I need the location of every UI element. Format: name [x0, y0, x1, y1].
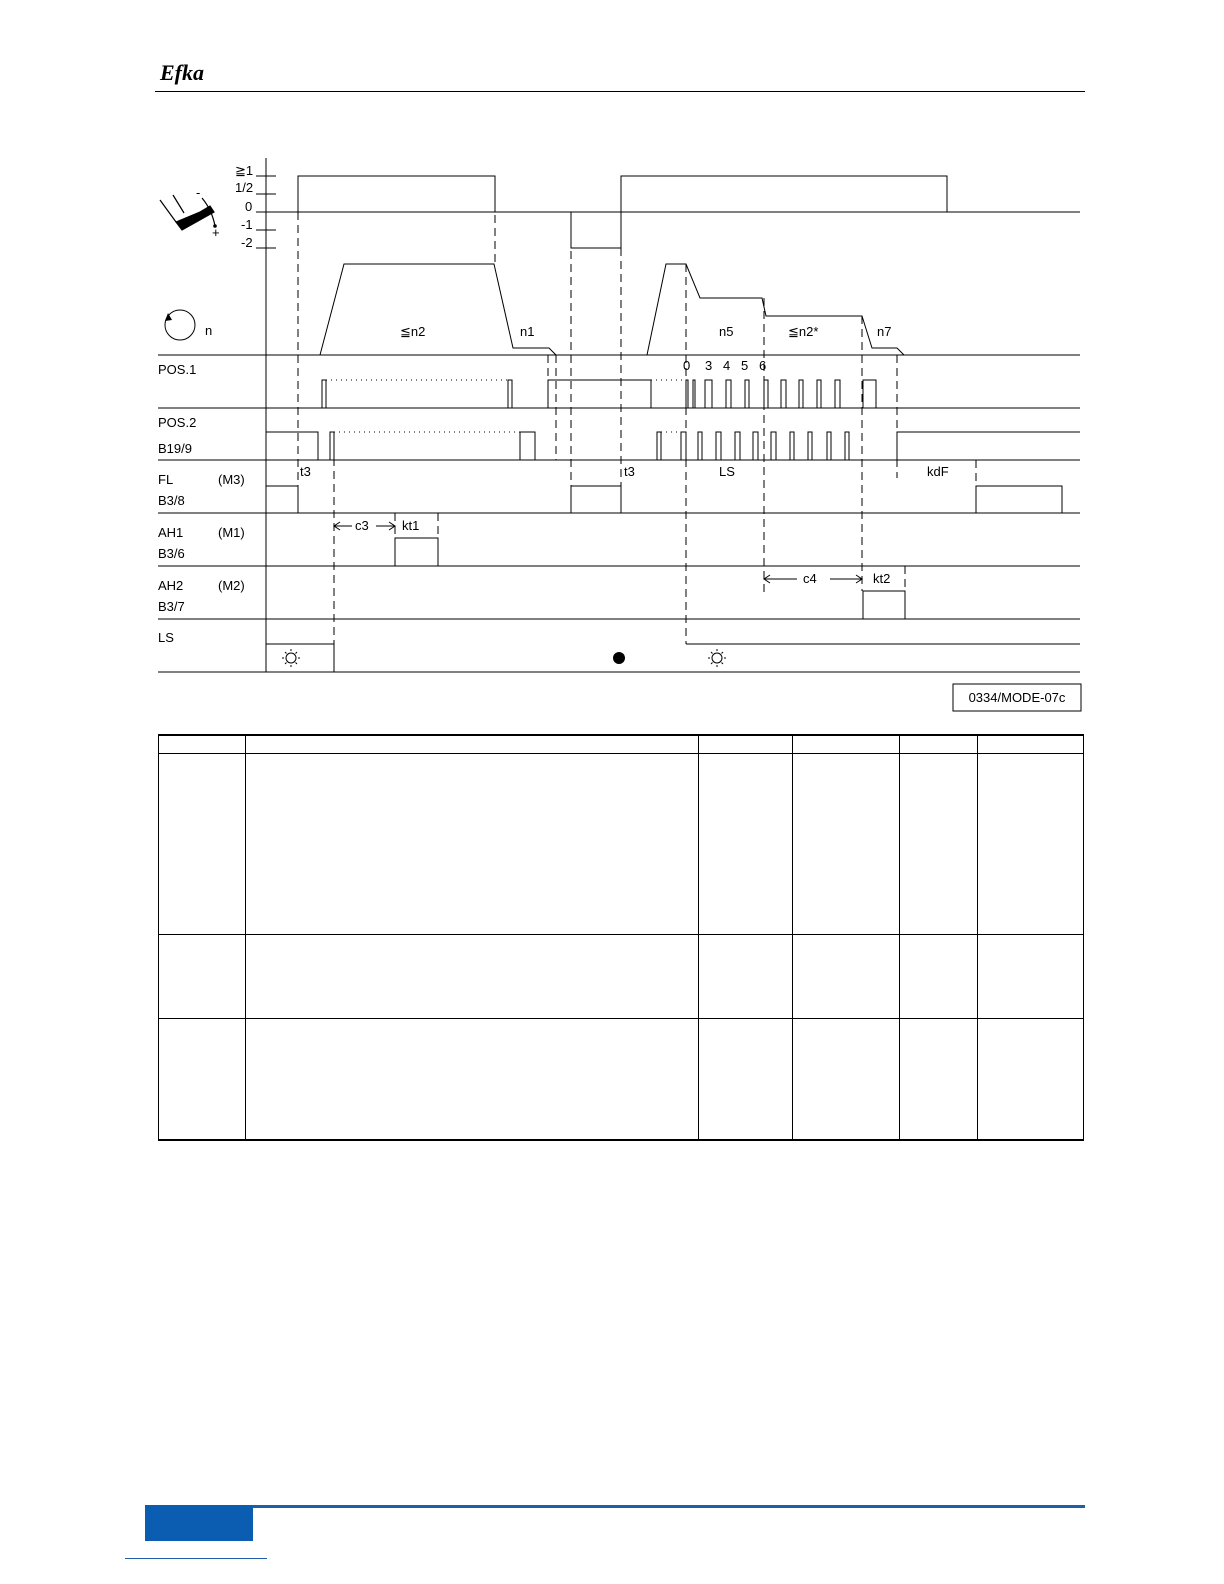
light-off-icon: [613, 652, 625, 664]
table-cell: [159, 754, 246, 935]
table-cell: [699, 935, 793, 1019]
table-cell: [699, 735, 793, 754]
timing-label-t3-second: t3: [624, 464, 635, 479]
table-row: [159, 754, 1084, 935]
stitch-count-5: 5: [741, 358, 749, 373]
table-header-row: [159, 735, 1084, 754]
table-cell: [699, 754, 793, 935]
row-label-pos1: POS.1: [158, 362, 197, 377]
timing-label-ls: LS: [719, 464, 735, 479]
timing-label-c4: c4: [803, 571, 817, 586]
table-cell: [900, 935, 978, 1019]
table-cell: [699, 1019, 793, 1141]
pedal-icon: [160, 195, 216, 230]
table-cell: [159, 735, 246, 754]
row-label-b37: B3/7: [158, 599, 185, 614]
sequence-timing-diagram: [0, 0, 1224, 720]
row-label-fl: FL: [158, 472, 174, 487]
speed-label-n7: n7: [877, 324, 892, 339]
row-label-ah1-m1: (M1): [218, 525, 245, 540]
light-on-icon-2: [708, 649, 726, 667]
reference-label: 0334/MODE-07c: [968, 690, 1066, 705]
table-cell: [900, 1019, 978, 1141]
timing-label-c3: c3: [355, 518, 369, 533]
row-label-ah1: AH1: [158, 525, 184, 540]
stitch-count-0: 0: [683, 358, 691, 373]
pedal-level-minus2: -2: [241, 235, 253, 250]
row-label-ah2-m2: (M2): [218, 578, 245, 593]
timing-label-t3-first: t3: [300, 464, 311, 479]
table-cell: [793, 754, 900, 935]
footer-rule: [145, 1505, 1085, 1508]
table-cell: [159, 935, 246, 1019]
row-label-fl-m3: (M3): [218, 472, 245, 487]
speed-symbol: n: [205, 323, 213, 338]
timing-label-kt1: kt1: [402, 518, 420, 533]
table-cell: [159, 1019, 246, 1141]
row-label-ls: LS: [158, 630, 174, 645]
pedal-level-max: ≧1: [235, 163, 254, 178]
speed-label-n1: n1: [520, 324, 535, 339]
speed-label-n5: n5: [719, 324, 734, 339]
row-label-b36: B3/6: [158, 546, 185, 561]
row-label-b38: B3/8: [158, 493, 185, 508]
stitch-count-4: 4: [723, 358, 731, 373]
stitch-count-3: 3: [705, 358, 713, 373]
table-cell: [978, 935, 1084, 1019]
table-row: [159, 1019, 1084, 1141]
timing-label-kt2: kt2: [873, 571, 891, 586]
efka-logo-text: Efka: [160, 60, 204, 85]
row-label-b19: B19/9: [158, 441, 192, 456]
row-label-ah2: AH2: [158, 578, 184, 593]
light-on-icon: [282, 649, 300, 667]
table-cell: [246, 754, 699, 935]
table-row: [159, 935, 1084, 1019]
pedal-minus-sign: -: [196, 185, 201, 200]
table-cell: [900, 735, 978, 754]
table-cell: [246, 1019, 699, 1141]
table-cell: [978, 754, 1084, 935]
speed-label-n2-star: ≦n2*: [788, 324, 819, 339]
table-cell: [793, 735, 900, 754]
table-cell: [793, 935, 900, 1019]
parameter-table: [158, 734, 1084, 1141]
pedal-level-zero: 0: [245, 199, 253, 214]
pedal-plus-sign: +: [212, 225, 220, 240]
pedal-level-minus1: -1: [241, 217, 253, 232]
row-label-pos2: POS.2: [158, 415, 197, 430]
table-cell: [246, 935, 699, 1019]
speed-label-n2: ≦n2: [400, 324, 426, 339]
footer-page-tab: [145, 1505, 253, 1541]
stitch-count-6: 6: [759, 358, 767, 373]
table-cell: [978, 735, 1084, 754]
timing-label-kdf: kdF: [927, 464, 949, 479]
table-cell: [793, 1019, 900, 1141]
table-cell: [978, 1019, 1084, 1141]
rotation-arrow-icon: [165, 313, 172, 321]
table-cell: [246, 735, 699, 754]
table-cell: [900, 754, 978, 935]
footer-link-underline[interactable]: [125, 1558, 267, 1559]
pedal-level-half: 1/2: [235, 180, 254, 195]
